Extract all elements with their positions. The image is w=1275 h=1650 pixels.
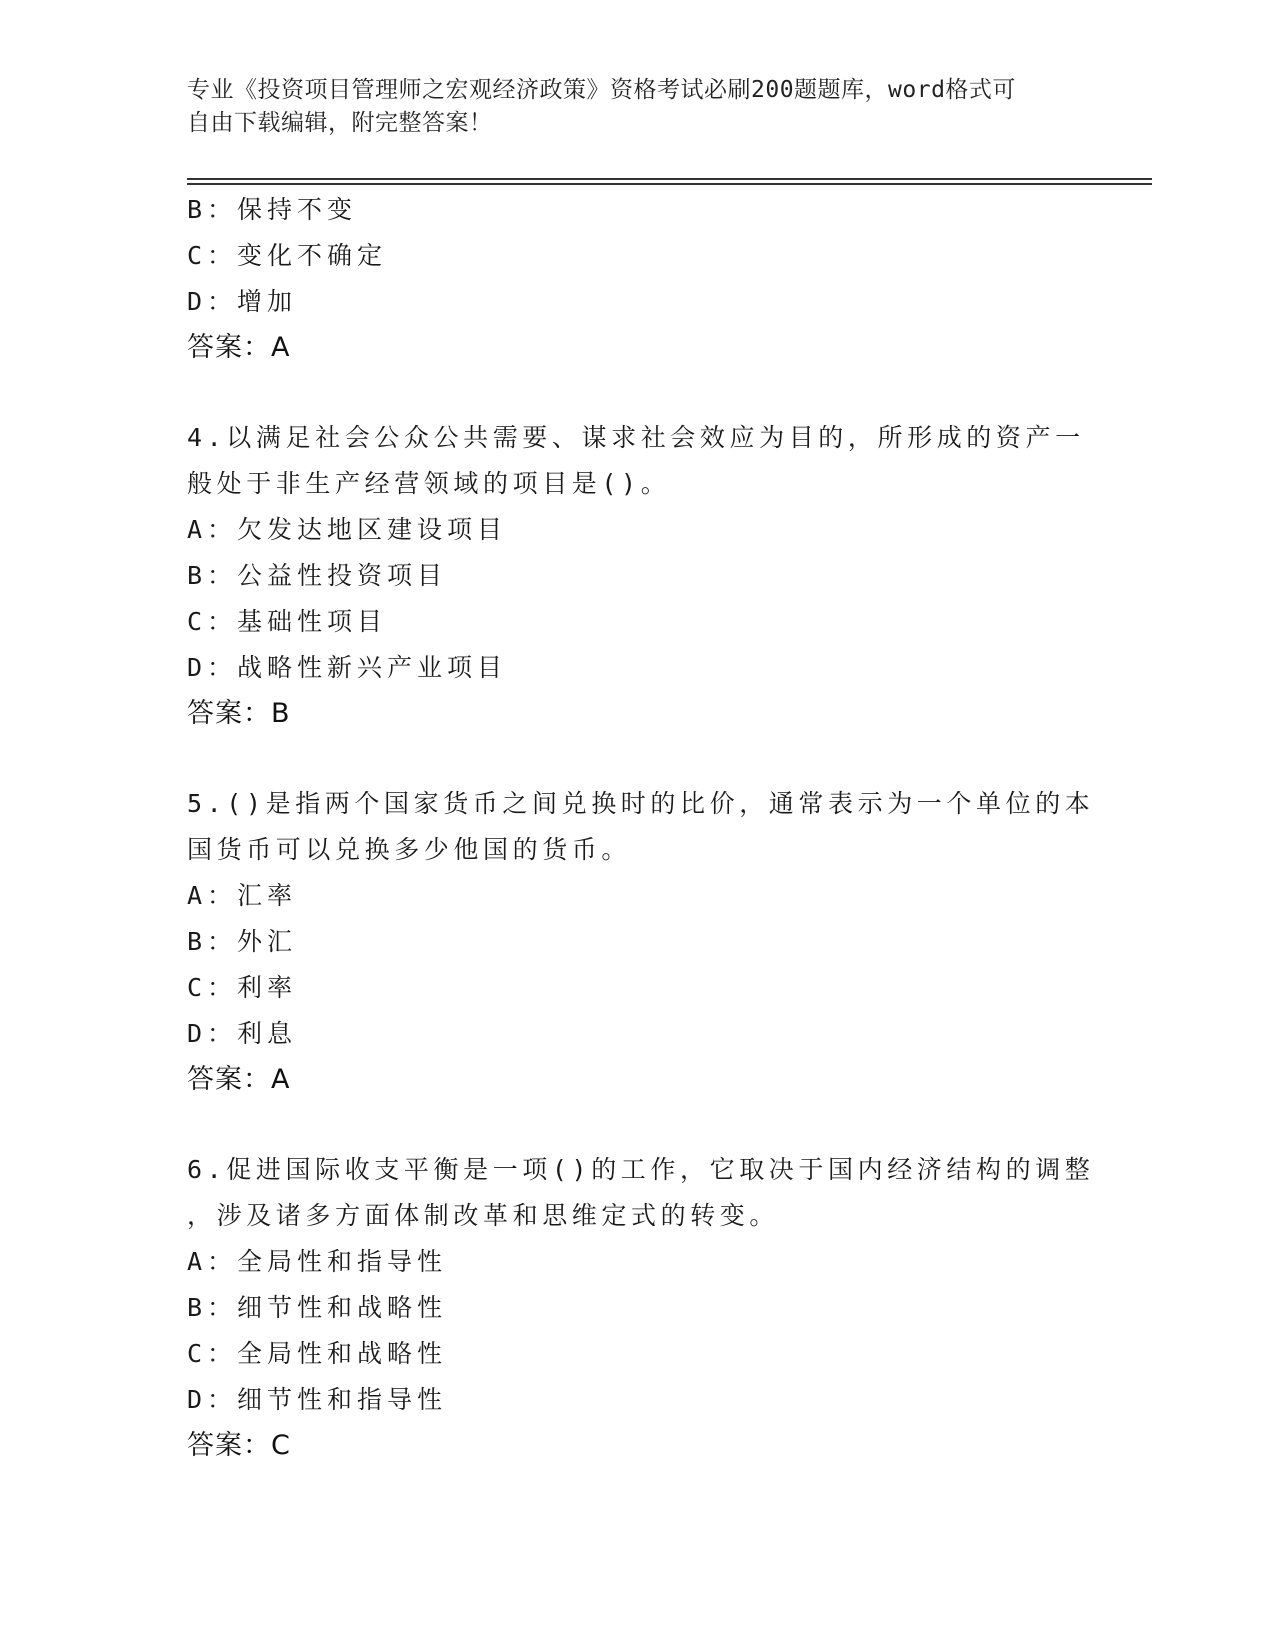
question-4 xyxy=(187,415,1087,737)
question-stem-line-2: 般处于非生产经营领域的项目是()。 xyxy=(187,469,671,498)
option-d: D：增加 xyxy=(187,287,298,316)
option-c: C：全局性和战略性 xyxy=(187,1339,448,1368)
spacer xyxy=(187,737,1087,781)
spacer xyxy=(187,1103,1087,1147)
question-5 xyxy=(187,781,1095,1103)
answer-label: 答案：A xyxy=(187,1064,291,1095)
header-rule-bottom xyxy=(187,183,1152,185)
question-6 xyxy=(187,1147,1095,1469)
answer-label: 答案：C xyxy=(187,1430,291,1461)
question-stem-line-2: ，涉及诸多方面体制改革和思维定式的转变。 xyxy=(187,1201,780,1230)
header-title-line-1: 专业《投资项目管理师之宏观经济政策》资格考试必刷200题题库，word格式可 xyxy=(187,77,1016,103)
option-a: A：全局性和指导性 xyxy=(187,1247,448,1276)
question-stem-line-2: 国货币可以兑换多少他国的货币。 xyxy=(187,835,632,864)
option-b: B：细节性和战略性 xyxy=(187,1293,448,1322)
option-c: C：变化不确定 xyxy=(187,241,388,270)
option-b: B：保持不变 xyxy=(187,195,358,224)
answer-label: 答案：B xyxy=(187,698,291,729)
header-rule-top xyxy=(187,178,1152,180)
header-title-line-2: 自由下载编辑，附完整答案！ xyxy=(187,110,493,136)
option-c: C：基础性项目 xyxy=(187,607,388,636)
option-d: D：利息 xyxy=(187,1019,298,1048)
option-d: D：战略性新兴产业项目 xyxy=(187,653,508,682)
option-a: A：欠发达地区建设项目 xyxy=(187,515,508,544)
option-d: D：细节性和指导性 xyxy=(187,1385,448,1414)
answer-label: 答案：A xyxy=(187,332,291,363)
document-header xyxy=(187,74,1067,140)
option-b: B：外汇 xyxy=(187,927,298,956)
question-list xyxy=(187,187,1095,1469)
option-c: C：利率 xyxy=(187,973,298,1002)
question-3-tail xyxy=(187,187,1087,371)
spacer xyxy=(187,371,1087,415)
question-stem-line-1: 6.促进国际收支平衡是一项()的工作，它取决于国内经济结构的调整 xyxy=(187,1155,1095,1184)
question-stem-line-1: 5.()是指两个国家货币之间兑换时的比价，通常表示为一个单位的本 xyxy=(187,789,1095,818)
option-a: A：汇率 xyxy=(187,881,298,910)
question-stem-line-1: 4.以满足社会公众公共需要、谋求社会效应为目的，所形成的资产一 xyxy=(187,423,1085,452)
option-b: B：公益性投资项目 xyxy=(187,561,448,590)
